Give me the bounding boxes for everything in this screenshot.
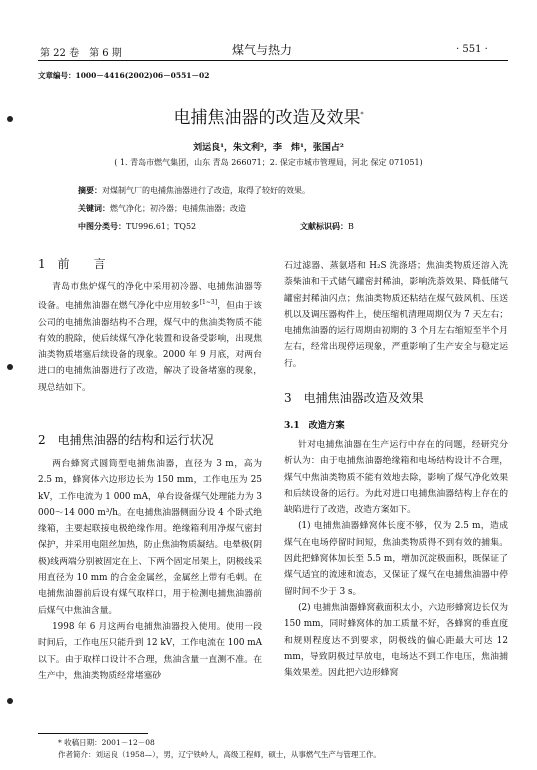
article-number: 文章编号：1000－4416(2002)06－0551－02 (38, 71, 210, 80)
doc-code-label: 文献标识码： (300, 221, 348, 231)
journal-name: 煤气与热力 (232, 43, 293, 57)
section-3-1-paragraph-1: 针对电捕焦油器在生产运行中存在的问题，经研究分析认为：由于电捕焦油器绝缘箱和电场结构设计不合理，煤气中焦油类物质不能有效地去除，影响了煤气净化效果和后续设备的运行。为此对进口电捕焦油器结构上存在的缺陷进行了改造，改造方案如下。 (284, 440, 508, 516)
right-column-top (284, 258, 508, 372)
margin-dot (7, 698, 13, 704)
abstract-label: 摘要： (78, 185, 102, 195)
section-2-paragraph-1: 两台蜂窝式圆筒型电捕焦油器，直径为 3 m，高为 2.5 m，蜂窝体六边形边长为 150 mm，工作电压为 25 kV，工作电流为 1 000 mA，单台设备煤气处理能力为 3 000～14 000 m³/h。在电捕焦油器侧面分设 4 个卧式绝缘箱，主要起联接电极绝缘作用。绝缘箱利用净煤气密封保护，并采用电阻丝加热，防止焦油物质凝结。电晕极(阴极)线两端分别被固定在上、下两个固定吊架上，阴极线采用直径为 10 mm 的合金金属丝，金属丝上带有毛刺。在电捕焦油器前后设有煤气取样口，用于检测电捕焦油器前后煤气中焦油含量。 (38, 459, 262, 616)
keywords (78, 203, 246, 214)
title-footnote-mark: * (360, 111, 364, 119)
section-3-heading: 3 电捕焦油器改造及效果 (284, 391, 424, 405)
issue-number: 第 22 卷 第 6 期 (40, 48, 122, 59)
keywords-text: 燃气净化；初冷器；电捕焦油器；改造 (110, 204, 246, 213)
section-2-body (38, 456, 262, 684)
section-3-1-paragraph-2: (1) 电捕焦油器蜂窝体长度不够，仅为 2.5 m，造成煤气在电场停留时间短，焦油类物质得不到有效的捕集。因此把蜂窝体加长至 5.5 m，增加沉淀极面积，既保证了煤气适宜的流速和流态，又保证了煤气在电捕焦油器中停留时间不少于 3 s。 (284, 521, 508, 597)
section-2-heading: 2 电捕焦油器的结构和运行状况 (38, 433, 214, 447)
abstract-text: 对煤制气厂的电捕焦油器进行了改造，取得了较好的效果。 (102, 186, 310, 195)
section-2-paragraph-2: 1998 年 6 月这两台电捕焦油器投入使用。使用一段时间后，工作电压只能升到 12 kV，工作电流在 100 mA 以下。由于取样口设计不合理，焦油含量一直测不准。在生产中，焦油类物质经常堵塞砂 (38, 621, 262, 681)
section-1-paragraph: 青岛市焦炉煤气的净化中采用初冷器、电捕焦油器等设备。电捕焦油器在燃气净化中应用较多[1~3]，但由于该公司的电捕焦油器结构不合理，煤气中的焦油类物质不能有效的脱除，使后续煤气净化装置和设备受影响，出现焦油类物质堵塞后续设备的现象。2000 年 9 月底，对两台进口的电捕焦油器进行了改造，解决了设备堵塞的现象，现总结如下。 (38, 282, 262, 393)
affiliations: ( 1. 青岛市燃气集团，山东 青岛 266071；2. 保定市城市管理局，河北 保定 071051) (114, 158, 423, 167)
footnote-received: * 收稿日期：2001－12－08 (58, 738, 155, 747)
abstract (78, 185, 310, 196)
section-3-1-body (284, 437, 508, 681)
clc-code: TU996.61；TQ52 (126, 222, 197, 231)
clc-label: 中图分类号： (78, 221, 126, 231)
document-code (300, 221, 354, 232)
doc-code: B (348, 222, 354, 231)
subsection-3-1-heading: 3.1 改造方案 (284, 421, 345, 431)
title-text: 电捕焦油器的改造及效果 (173, 108, 361, 128)
classification (78, 221, 196, 232)
continued-paragraph: 石过滤器、蒸氨塔和 H₂S 洗涤塔；焦油类物质还溶入洗萘柴油和干式储气罐密封稀油，影响洗萘效果、降低储气罐密封稀油闪点；焦油类物质还粘结在煤气鼓风机、压送机以及调压器构件上，使压缩机清理周期仅为 7 天左右；电捕焦油器的运行周期由初期的 3 个月左右缩短至半个月左右，经常出现停运现象，严重影响了生产安全与稳定运行。 (284, 261, 508, 369)
article-title (0, 103, 537, 128)
section-1-heading: 1 前 言 (38, 257, 106, 271)
section-1-body (38, 279, 262, 396)
footnote-rule (38, 733, 148, 734)
header-rule (38, 60, 508, 61)
author-list: 刘运良¹，朱文利²，李 炜¹，张国占² (193, 143, 344, 153)
margin-dot (7, 364, 13, 370)
keywords-label: 关键词： (78, 203, 110, 213)
citation: [1~3] (199, 299, 218, 307)
footnote-author: 作者简介：刘运良（1958—），男，辽宁铁岭人，高级工程师，硕士，从事燃气生产与管理工作。 (58, 750, 381, 759)
page-number: · 551 · (456, 44, 488, 55)
section-3-1-paragraph-3: (2) 电捕焦油器蜂窝截面积太小，六边形蜂窝边长仅为 150 mm，同时蜂窝体的加工质量不好，各蜂窝的垂直度和规则程度达不到要求，阴极线的偏心距最大可达 12 mm，导致阴极过早放电，电场达不到工作电压，焦油捕集效果差。因此把六边形蜂窝 (284, 602, 508, 679)
